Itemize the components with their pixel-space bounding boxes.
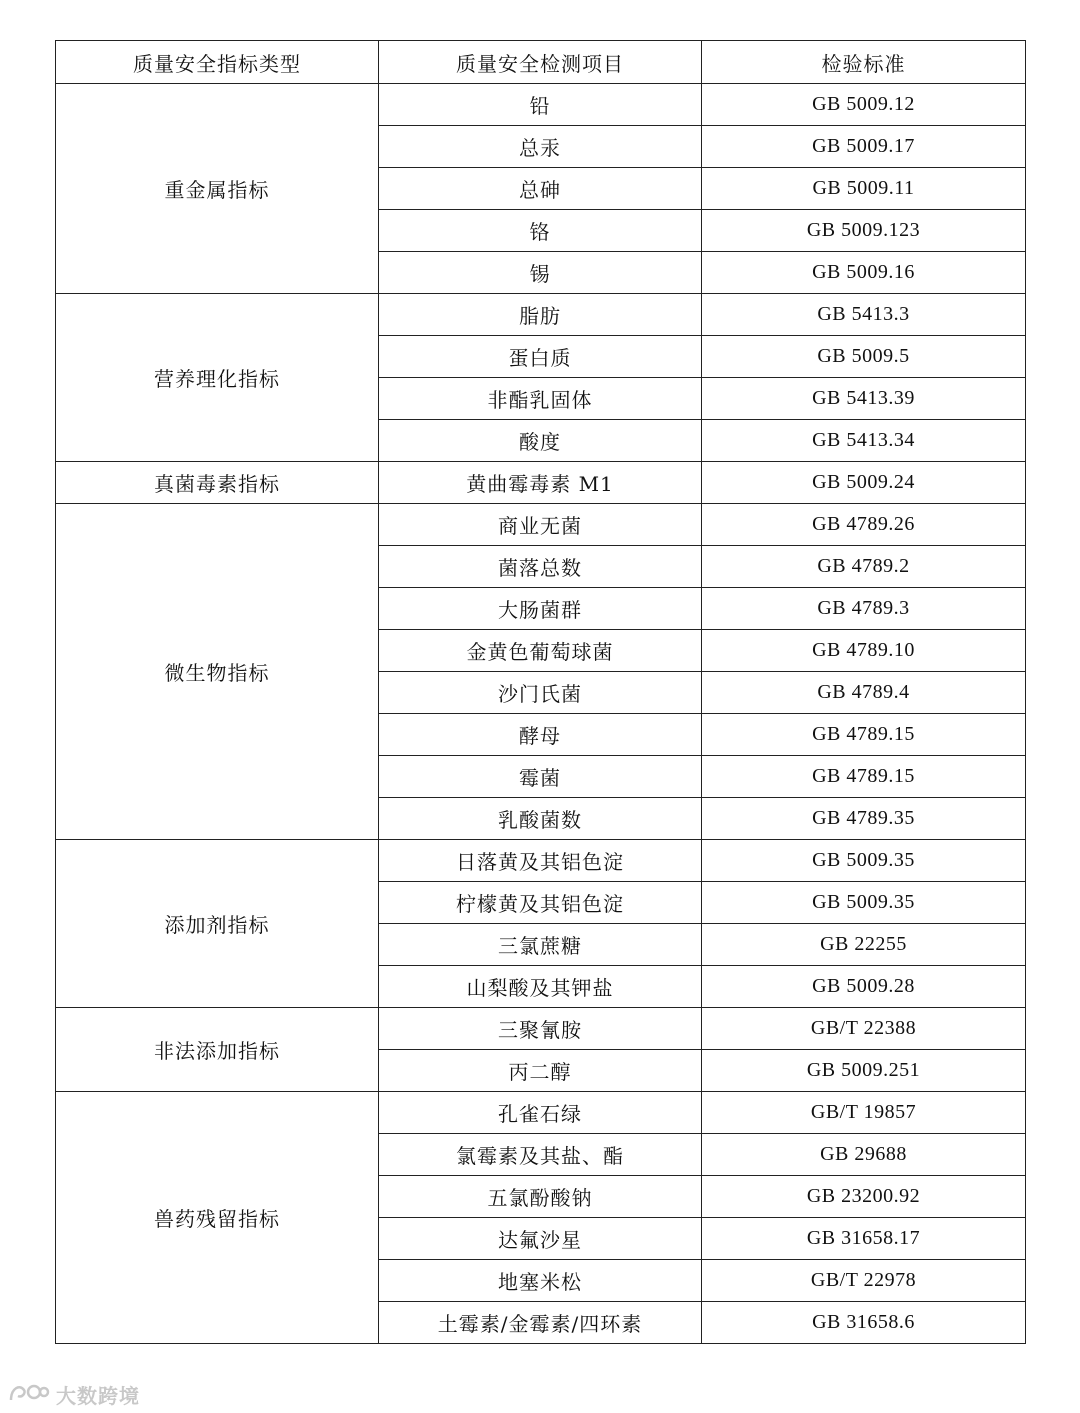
standard-cell: GB 23200.92	[702, 1176, 1026, 1218]
standard-cell: GB 31658.17	[702, 1218, 1026, 1260]
standard-cell: GB 5009.17	[702, 126, 1026, 168]
standard-cell: GB/T 19857	[702, 1092, 1026, 1134]
test-item-cell: 脂肪	[379, 294, 702, 336]
standard-cell: GB 5413.3	[702, 294, 1026, 336]
standard-cell: GB 4789.3	[702, 588, 1026, 630]
category-cell: 兽药残留指标	[56, 1092, 379, 1344]
brand-logo-icon	[8, 1380, 50, 1409]
standard-cell: GB 5009.123	[702, 210, 1026, 252]
standard-cell: GB 4789.15	[702, 756, 1026, 798]
test-item-cell: 菌落总数	[379, 546, 702, 588]
test-item-cell: 柠檬黄及其铝色淀	[379, 882, 702, 924]
quality-safety-table	[55, 40, 1026, 1344]
test-item-cell: 非酯乳固体	[379, 378, 702, 420]
standard-cell: GB 5009.35	[702, 840, 1026, 882]
category-cell: 重金属指标	[56, 84, 379, 294]
test-item-cell: 金黄色葡萄球菌	[379, 630, 702, 672]
category-cell: 非法添加指标	[56, 1008, 379, 1092]
standard-cell: GB 5009.24	[702, 462, 1026, 504]
standard-cell: GB 5413.34	[702, 420, 1026, 462]
standard-cell: GB 5413.39	[702, 378, 1026, 420]
table-row	[56, 84, 1026, 126]
category-cell: 添加剂指标	[56, 840, 379, 1008]
category-cell: 微生物指标	[56, 504, 379, 840]
test-item-cell: 总砷	[379, 168, 702, 210]
standard-cell: GB 4789.15	[702, 714, 1026, 756]
standard-cell: GB 5009.12	[702, 84, 1026, 126]
test-item-cell: 日落黄及其铝色淀	[379, 840, 702, 882]
table-header	[56, 41, 1026, 84]
header-category: 质量安全指标类型	[56, 41, 379, 84]
table-row	[56, 840, 1026, 882]
test-item-cell: 商业无菌	[379, 504, 702, 546]
standard-cell: GB 5009.35	[702, 882, 1026, 924]
standard-cell: GB/T 22978	[702, 1260, 1026, 1302]
test-item-cell: 氯霉素及其盐、酯	[379, 1134, 702, 1176]
test-item-cell: 山梨酸及其钾盐	[379, 966, 702, 1008]
table-row	[56, 462, 1026, 504]
standard-cell: GB 31658.6	[702, 1302, 1026, 1344]
table-row	[56, 504, 1026, 546]
standard-cell: GB 4789.35	[702, 798, 1026, 840]
test-item-cell: 地塞米松	[379, 1260, 702, 1302]
table-body	[56, 84, 1026, 1344]
test-item-cell: 黄曲霉毒素 M1	[379, 462, 702, 504]
test-item-cell: 霉菌	[379, 756, 702, 798]
test-item-cell: 总汞	[379, 126, 702, 168]
test-item-cell: 孔雀石绿	[379, 1092, 702, 1134]
test-item-cell: 大肠菌群	[379, 588, 702, 630]
test-item-cell: 锡	[379, 252, 702, 294]
header-row	[56, 41, 1026, 84]
test-item-cell: 土霉素/金霉素/四环素	[379, 1302, 702, 1344]
test-item-cell: 三聚氰胺	[379, 1008, 702, 1050]
test-item-cell: 酵母	[379, 714, 702, 756]
watermark	[8, 1380, 140, 1409]
table-row	[56, 1092, 1026, 1134]
test-item-cell: 三氯蔗糖	[379, 924, 702, 966]
standard-cell: GB 5009.16	[702, 252, 1026, 294]
test-item-cell: 酸度	[379, 420, 702, 462]
test-item-cell: 蛋白质	[379, 336, 702, 378]
header-test-item: 质量安全检测项目	[379, 41, 702, 84]
test-item-cell: 沙门氏菌	[379, 672, 702, 714]
test-item-cell: 达氟沙星	[379, 1218, 702, 1260]
standard-cell: GB 4789.10	[702, 630, 1026, 672]
standard-cell: GB 29688	[702, 1134, 1026, 1176]
test-item-cell: 乳酸菌数	[379, 798, 702, 840]
category-cell: 营养理化指标	[56, 294, 379, 462]
standard-cell: GB 4789.2	[702, 546, 1026, 588]
test-item-cell: 铬	[379, 210, 702, 252]
standard-cell: GB 22255	[702, 924, 1026, 966]
test-item-cell: 铅	[379, 84, 702, 126]
table-row	[56, 1008, 1026, 1050]
watermark-text: 大数跨境	[56, 1384, 140, 1408]
standard-cell: GB 4789.4	[702, 672, 1026, 714]
table-row	[56, 294, 1026, 336]
standard-cell: GB 5009.251	[702, 1050, 1026, 1092]
category-cell: 真菌毒素指标	[56, 462, 379, 504]
header-standard: 检验标准	[702, 41, 1026, 84]
standard-cell: GB 4789.26	[702, 504, 1026, 546]
test-item-cell: 五氯酚酸钠	[379, 1176, 702, 1218]
standard-cell: GB 5009.5	[702, 336, 1026, 378]
standard-cell: GB/T 22388	[702, 1008, 1026, 1050]
standard-cell: GB 5009.11	[702, 168, 1026, 210]
standard-cell: GB 5009.28	[702, 966, 1026, 1008]
test-item-cell: 丙二醇	[379, 1050, 702, 1092]
